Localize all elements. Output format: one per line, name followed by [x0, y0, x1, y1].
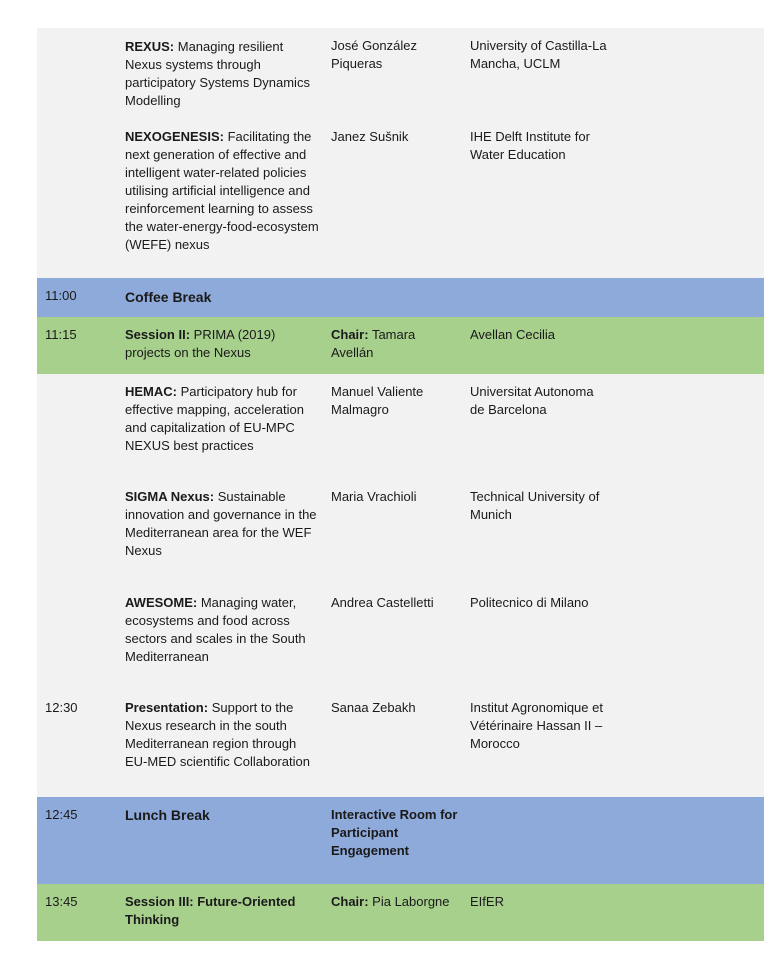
agenda-title: REXUS: Managing resilient Nexus systems through participatory Systems Dynamics Modelling: [125, 39, 310, 108]
agenda-organization: University of Castilla-La Mancha, UCLM: [470, 38, 607, 71]
agenda-row: [37, 118, 764, 278]
agenda-organization: Technical University of Munich: [470, 489, 600, 522]
agenda-title: HEMAC: Participatory hub for effective mapping, acceleration and capitalization of EU-MPC NEXUS best practices: [125, 384, 304, 453]
session-chair: Chair: Tamara Avellán: [331, 327, 416, 360]
coffee-break-row: [37, 278, 764, 317]
agenda-row: [37, 586, 764, 691]
lunch-break-row: [37, 797, 764, 884]
agenda-organization: Universitat Autonoma de Barcelona: [470, 384, 594, 417]
agenda-title: Session II: PRIMA (2019) projects on the Nexus: [125, 327, 276, 360]
agenda-time: 12:45: [45, 807, 78, 822]
agenda-title: Presentation: Support to the Nexus research in the south Mediterranean region through EU-MED scientific Collaboration: [125, 700, 310, 769]
agenda-time: 12:30: [45, 700, 78, 715]
agenda-time: 13:45: [45, 894, 78, 909]
agenda-row: [37, 691, 764, 797]
agenda-organization: EIfER: [470, 894, 504, 909]
agenda-title: SIGMA Nexus: Sustainable innovation and governance in the Mediterranean area for the WEF Nexus: [125, 489, 317, 558]
session-row: [37, 884, 764, 941]
agenda-title: AWESOME: Managing water, ecosystems and food across sectors and scales in the South Mediterranean: [125, 595, 306, 664]
agenda-title: Lunch Break: [125, 807, 210, 823]
agenda-speaker: José González Piqueras: [331, 38, 417, 71]
agenda-row: [37, 374, 764, 480]
agenda-time: 11:00: [45, 288, 77, 303]
agenda-speaker: Janez Sušnik: [331, 129, 409, 144]
agenda-speaker: Maria Vrachioli: [331, 489, 417, 504]
session-chair: Chair: Pia Laborgne: [331, 894, 450, 909]
agenda-organization: Avellan Cecilia: [470, 327, 556, 342]
agenda-row: [37, 28, 764, 118]
agenda-title: NEXOGENESIS: Facilitating the next generation of effective and intelligent water-related policies utilising artificial intelligence and reinforcement learning to assess the water-energy-food-ecosystem (WEFE) nexus: [125, 129, 319, 252]
agenda-organization: Politecnico di Milano: [470, 595, 589, 610]
agenda-title: Coffee Break: [125, 289, 212, 305]
agenda-organization: Institut Agronomique et Vétérinaire Hassan II – Morocco: [470, 700, 603, 751]
agenda-title: Session III: Future-Oriented Thinking: [125, 894, 296, 927]
agenda-time: 11:15: [45, 327, 77, 342]
agenda-organization: IHE Delft Institute for Water Education: [470, 129, 590, 162]
interactive-room-label: Interactive Room for Participant Engagement: [331, 807, 458, 858]
agenda-speaker: Manuel Valiente Malmagro: [331, 384, 424, 417]
agenda-speaker: Andrea Castelletti: [331, 595, 434, 610]
agenda-row: [37, 480, 764, 586]
agenda-speaker: Sanaa Zebakh: [331, 700, 416, 715]
session-row: [37, 317, 764, 374]
